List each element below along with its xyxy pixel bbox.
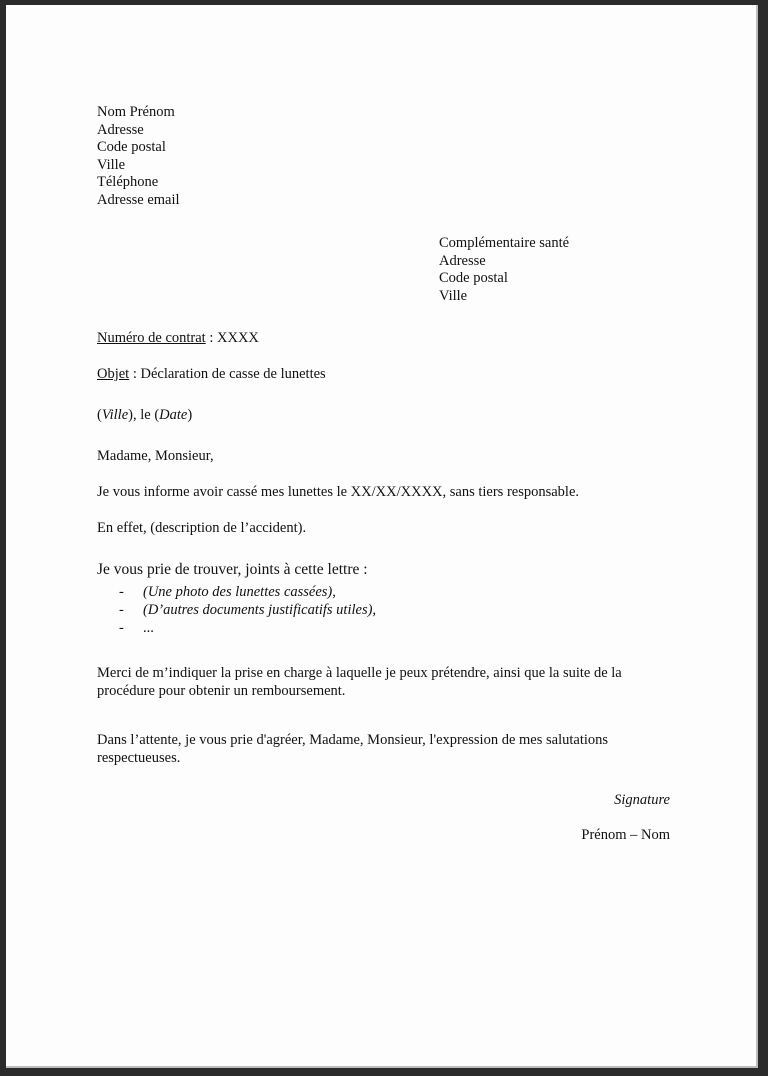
place-date: Date (159, 407, 188, 423)
recipient-postal-code: Code postal (439, 270, 508, 286)
bullet-dash: - (119, 602, 124, 618)
attachment-text: (Une photo des lunettes cassées), (143, 584, 336, 600)
sender-email: Adresse email (97, 191, 180, 208)
attachment-text: (D’autres documents justificatifs utiles), (143, 602, 377, 618)
bullet-dash: - (119, 620, 124, 636)
recipient-address-block (439, 235, 569, 305)
sender-address-block (97, 104, 180, 209)
paren-close: ) (187, 407, 193, 423)
paragraph-attachments-intro: Je vous prie de trouver, joints à cette lettre : (97, 561, 368, 578)
sender-city: Ville (97, 156, 126, 173)
recipient-city: Ville (439, 287, 468, 304)
closing-line-2: respectueuses. (97, 749, 181, 766)
contract-value: XXXX (217, 330, 259, 346)
subject-value: Déclaration de casse de lunettes (140, 366, 326, 382)
sender-phone: Téléphone (97, 174, 159, 190)
bullet-dash: - (119, 584, 124, 600)
document-page (6, 5, 758, 1068)
sender-postal-code: Code postal (97, 139, 166, 155)
paragraph-request (97, 665, 622, 700)
closing-line-1: Dans l’attente, je vous prie d'agréer, Madame, Monsieur, l'expression de mes salutations (97, 732, 609, 748)
paragraph-description: En effet, (description de l’accident). (97, 520, 307, 536)
greeting: Madame, Monsieur, (97, 448, 214, 464)
sender-address: Adresse (97, 121, 144, 138)
signature-name: Prénom – Nom (581, 827, 670, 843)
paren-open: ( (97, 407, 102, 423)
recipient-address: Adresse (439, 252, 486, 269)
place-date-connector: ), le ( (128, 407, 160, 423)
contract-number-line (97, 330, 259, 348)
request-line-1: Merci de m’indiquer la prise en charge à laquelle je peux prétendre, ainsi que la suite de la (97, 665, 622, 681)
paragraph-breakage: Je vous informe avoir cassé mes lunettes le XX/XX/XXXX, sans tiers responsable. (97, 484, 580, 500)
sender-name: Nom Prénom (97, 104, 175, 120)
subject-separator: : (129, 366, 141, 382)
contract-label: Numéro de contrat (97, 330, 206, 346)
signature-label: Signature (614, 792, 670, 808)
subject-label: Objet (97, 366, 130, 382)
subject-line (97, 366, 326, 384)
paragraph-closing (97, 732, 608, 767)
request-line-2: procédure pour obtenir un remboursement. (97, 682, 346, 699)
place-date-line (97, 407, 192, 425)
recipient-name: Complémentaire santé (439, 235, 570, 251)
place-city: Ville (101, 407, 129, 423)
attachment-text: ... (143, 620, 154, 636)
contract-separator: : (205, 330, 217, 346)
